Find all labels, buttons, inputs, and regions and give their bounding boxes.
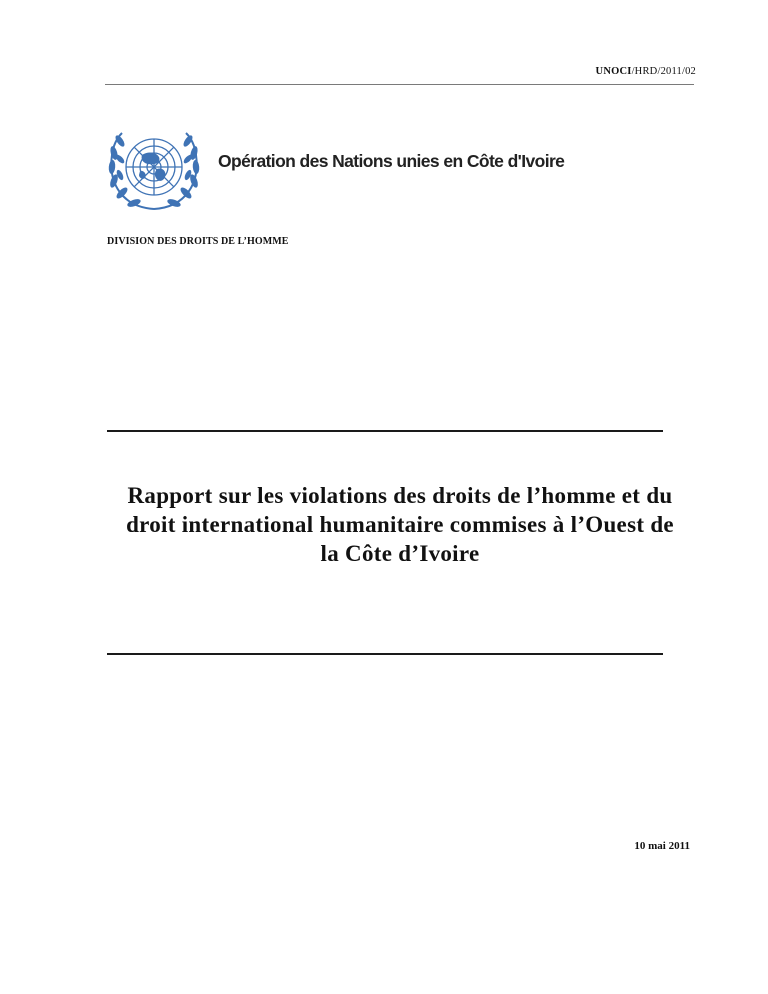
title-bottom-rule	[107, 653, 663, 655]
document-reference	[596, 66, 696, 77]
reference-number: /HRD/2011/02	[631, 66, 696, 77]
report-title-line: droit international humanitaire commises à l’Ouest de	[126, 512, 674, 537]
reference-prefix: UNOCI	[595, 66, 632, 77]
report-title-line: la Côte d’Ivoire	[320, 541, 480, 566]
division-name: DIVISION DES DROITS DE L’HOMME	[107, 236, 289, 247]
report-date: 10 mai 2011	[634, 840, 690, 852]
header-rule	[105, 84, 694, 85]
mission-name: Opération des Nations unies en Côte d'Ivoire	[218, 151, 565, 171]
report-title	[100, 481, 700, 568]
title-top-rule	[107, 430, 663, 432]
report-title-line: Rapport sur les violations des droits de l’homme et du	[127, 483, 673, 508]
un-emblem-icon	[104, 125, 204, 217]
